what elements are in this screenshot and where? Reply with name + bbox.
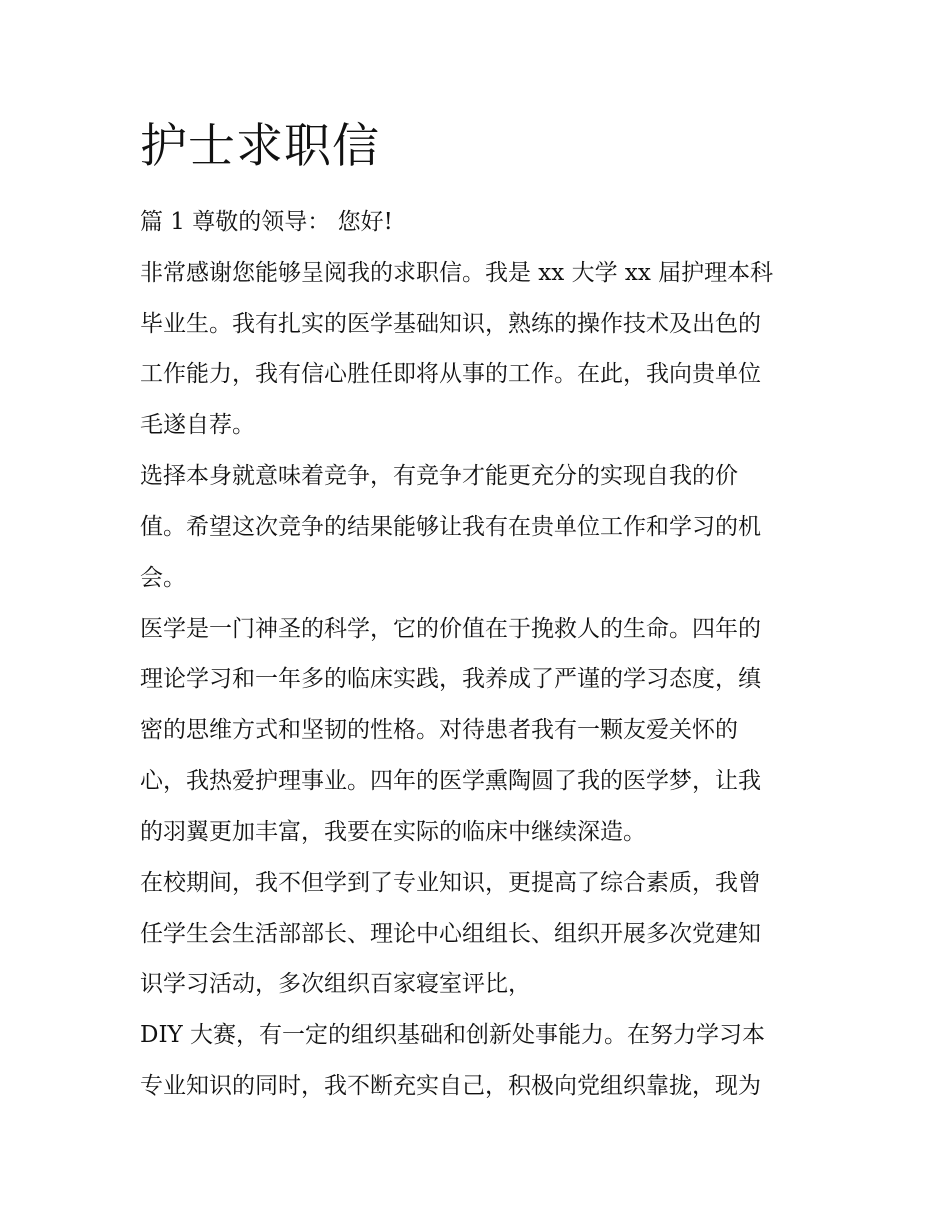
text-line: 毛遂自荐。 xyxy=(140,412,255,438)
text-line: 工作能力，我有信心胜任即将从事的工作。在此，我向贵单位 xyxy=(140,361,761,387)
text-line: 值。希望这次竞争的结果能够让我有在贵单位工作和学习的机 xyxy=(140,514,761,540)
page-title: 护士求职信 xyxy=(140,119,380,174)
text-line: 在校期间，我不但学到了专业知识，更提高了综合素质，我曾 xyxy=(140,870,761,896)
text-line: 理论学习和一年多的临床实践，我养成了严谨的学习态度，缜 xyxy=(140,666,761,692)
text-line: 选择本身就意味着竞争，有竞争才能更充分的实现自我的价 xyxy=(140,463,738,489)
text-line: 任学生会生活部部长、理论中心组组长、组织开展多次党建知 xyxy=(140,921,761,947)
text-line: 专业知识的同时，我不断充实自己，积极向党组织靠拢，现为 xyxy=(140,1073,761,1099)
text-line: 毕业生。我有扎实的医学基础知识，熟练的操作技术及出色的 xyxy=(140,311,761,337)
text-line: 识学习活动，多次组织百家寝室评比， xyxy=(140,971,531,997)
text-line: 密的思维方式和坚韧的性格。对待患者我有一颗友爱关怀的 xyxy=(140,717,738,743)
text-line: DIY 大赛，有一定的组织基础和创新处事能力。在努力学习本 xyxy=(140,1022,766,1048)
text-line: 医学是一门神圣的科学，它的价值在于挽救人的生命。四年的 xyxy=(140,616,761,642)
text-line: 心，我热爱护理事业。四年的医学熏陶圆了我的医学梦，让我 xyxy=(140,768,761,794)
text-line: 篇 1 尊敬的领导： 您好! xyxy=(140,209,393,235)
text-line: 的羽翼更加丰富，我要在实际的临床中继续深造。 xyxy=(140,819,646,845)
text-line: 非常感谢您能够呈阅我的求职信。我是 xx 大学 xx 届护理本科 xyxy=(140,260,774,286)
text-line: 会。 xyxy=(140,565,186,591)
